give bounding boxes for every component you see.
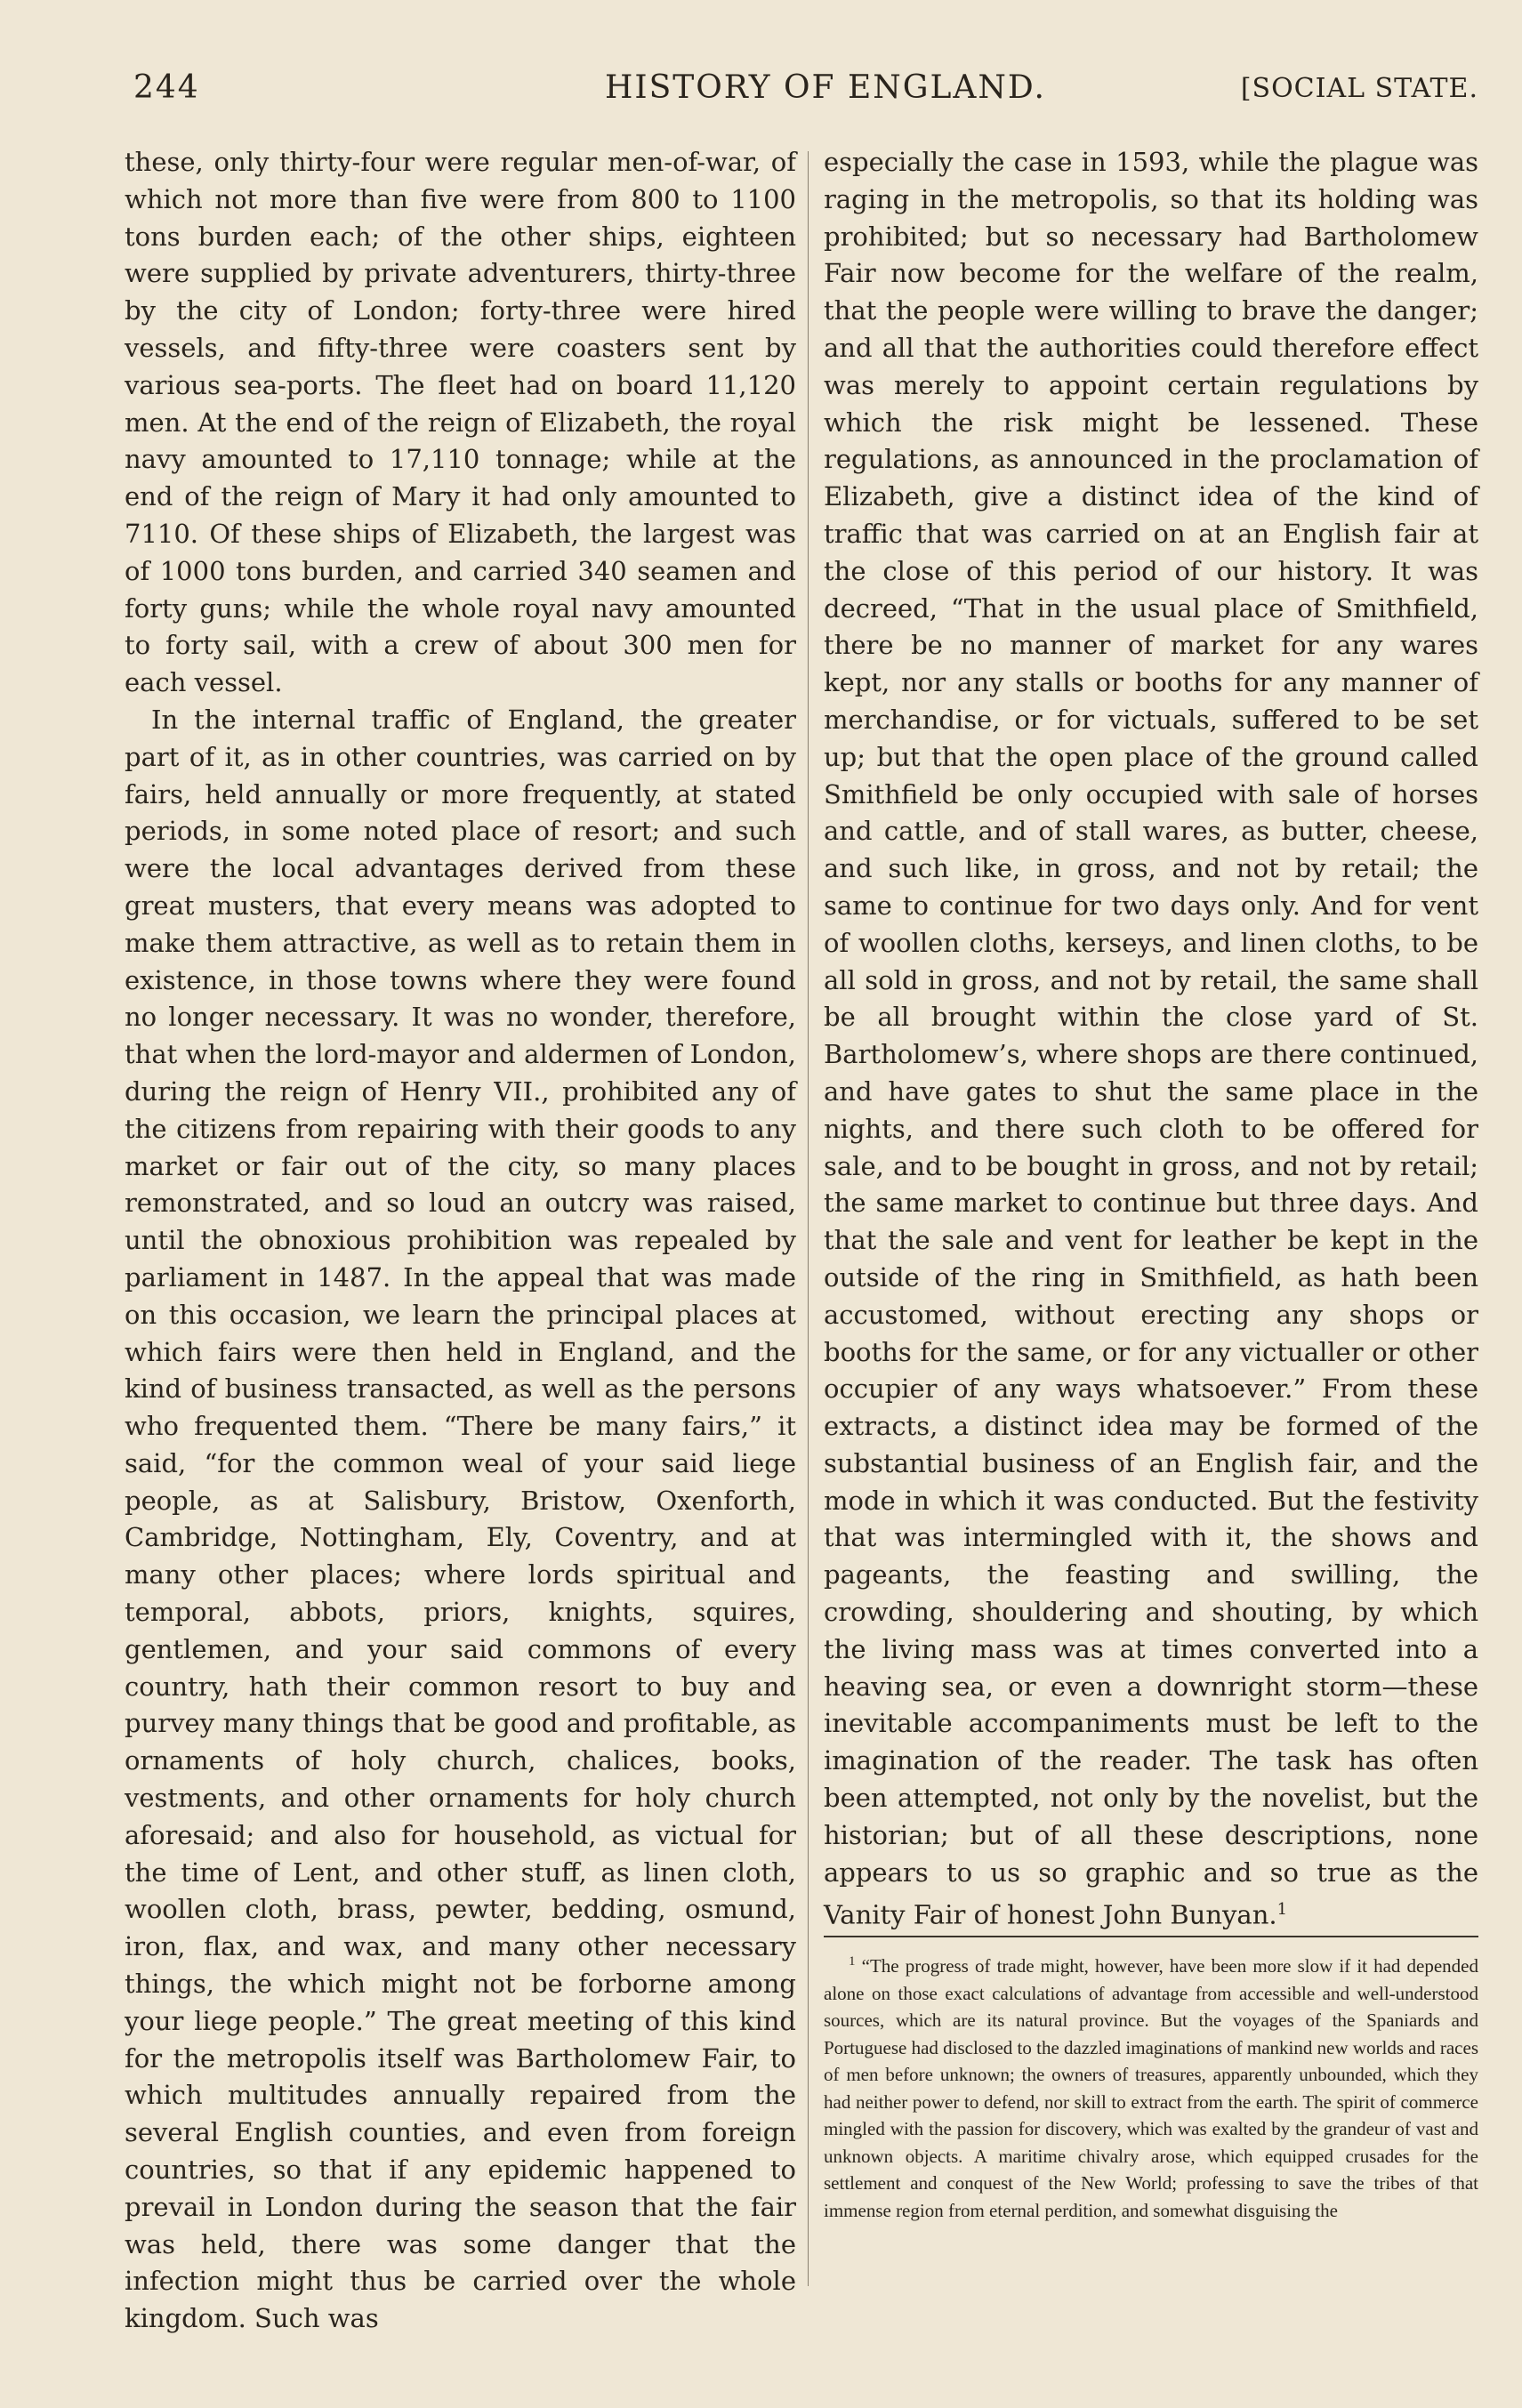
footnote-text: “The progress of trade might, however, have been more slow if it had depended alone on those exact calculations of advantage from accessible and well-understood sources, which are its natural province. But the voyages of the Spaniards and Portuguese had disclosed to the dazzled imaginations of mankind new worlds and races of men before unknown; the owners of treasures, apparently unbounded, which they had neither power to defend, nor skill to extract from the earth. The spirit of commerce mingled with the passion for discovery, which was exalted by the grandeur of vast and unknown objects. A maritime chivalry arose, which equipped crusades for the settlement and conquest of the New World; professing to save the tribes of that immense region from eternal perdition, and somewhat disguising the [824,1955,1479,2221]
footnote-rule [824,1936,1478,1937]
footnote-paragraph [824,1948,1478,2224]
paragraph [824,144,1478,1935]
footnote-marker: 1 [849,1954,856,1969]
footnote [824,1948,1478,2224]
column-divider [808,151,809,2286]
left-column [125,144,796,2338]
paragraph: these, only thirty-four were regular men-of-war, of which not more than five were from 800 to 1100 tons burden each; of the other ships, eighteen were supplied by private adventurers, thirty-three by the city of London; forty-three were hired vessels, and fifty-three were coasters sent by various sea-ports. The fleet had on board 11,120 men. At the end of the reign of Elizabeth, the royal navy amounted to 17,110 tonnage; while at the end of the reign of Mary it had only amounted to 7110. Of these ships of Elizabeth, the largest was of 1000 tons burden, and carried 340 seamen and forty guns; while the whole royal navy amounted to forty sail, with a crew of about 300 men for each vessel. [125,147,796,698]
page-number: 244 [133,69,200,106]
right-column [824,144,1478,1935]
paragraph: In the internal traffic of England, the greater part of it, as in other countries, was carried on by fairs, held annually or more frequently, at stated periods, in some noted place of resort; and such were the local advantages derived from these great musters, that every means was adopted to make them attractive, as well as to retain them in existence, in those towns where they were found no longer necessary. It was no wonder, therefore, that when the lord-mayor and aldermen of London, during the reign of Henry VII., prohibited any of the citizens from repairing with their goods to any market or fair out of the city, so many places remonstrated, and so loud an outcry was raised, until the obnoxious prohibition was repealed by parliament in 1487. In the appeal that was made on this occasion, we learn the principal places at which fairs were then held in England, and the kind of business transacted, as well as the persons who frequented them. “There be many fairs,” it said, “for the common weal of your said liege people, as at Salisbury, Bristow, Oxenforth, Cambridge, Nottingham, Ely, Coventry, and at many other places; where lords spiritual and temporal, abbots, priors, knights, squires, gentlemen, and your said commons of every country, hath their common resort to buy and purvey many things that be good and profitable, as ornaments of holy church, chalices, books, vestments, and other ornaments for holy church aforesaid; and also for household, as victual for the time of Lent, and other stuff, as linen cloth, woollen cloth, brass, pewter, bedding, osmund, iron, flax, and wax, and many other necessary things, the which might not be forborne among your liege people.” The great meeting of this kind for the metropolis itself was Bartholomew Fair, to which multitudes annually repaired from the several English counties, and even from foreign countries, so that if any epidemic happened to prevail in London during the season that the fair was held, there was some danger that the infection might thus be carried over the whole kingdom. Such was [125,704,796,2334]
section-title: [SOCIAL STATE. [1240,73,1478,104]
paragraph-text: especially the case in 1593, while the plague was raging in the metropolis, so that its holding was prohibited; but so necessary had Bartholomew Fair now become for the welfare of the realm, that the people were willing to brave the danger; and all that the authorities could therefore effect was merely to appoint certain regulations by which the risk might be lessened. These regulations, as announced in the proclamation of Elizabeth, give a distinct idea of the kind of traffic that was carried on at an English fair at the close of this period of our history. It was decreed, “That in the usual place of Smithfield, there be no manner of market for any wares kept, nor any stalls or booths for any manner of merchandise, or for victuals, suffered to be set up; but that the open place of the ground called Smithfield be only occupied with sale of horses and cattle, and of stall wares, as butter, cheese, and such like, in gross, and not by retail; the same to continue for two days only. And for vent of woollen cloths, kerseys, and linen cloths, to be all sold in gross, and not by retail, the same shall be all brought within the close yard of St. Bartholomew’s, where shops are there continued, and have gates to shut the same place in the nights, and there such cloth to be offered for sale, and to be bought in gross, and not by retail; the same market to continue but three days. And that the sale and vent for leather be kept in the outside of the ring in Smithfield, as hath been accustomed, without erecting any shops or booths for the same, or for any victualler or other occupier of any ways whatsoever.” From these extracts, a distinct idea may be formed of the substantial business of an English fair, and the mode in which it was conducted. But the festivity that was intermingled with it, the shows and pageants, the feasting and swilling, the crowding, shouldering and shouting, by which the living mass was at times converted into a heaving sea, or even a downright storm—these inevitable accompaniments must be left to the imagination of the reader. The task has often been attempted, not only by the novelist, but the historian; but of all these descriptions, none appears to us so graphic and so true as the Vanity Fair of honest John Bunyan. [824,147,1478,1931]
page-header [133,69,1486,114]
footnote-reference: 1 [1276,1900,1288,1920]
running-title: HISTORY OF ENGLAND. [605,69,1046,106]
